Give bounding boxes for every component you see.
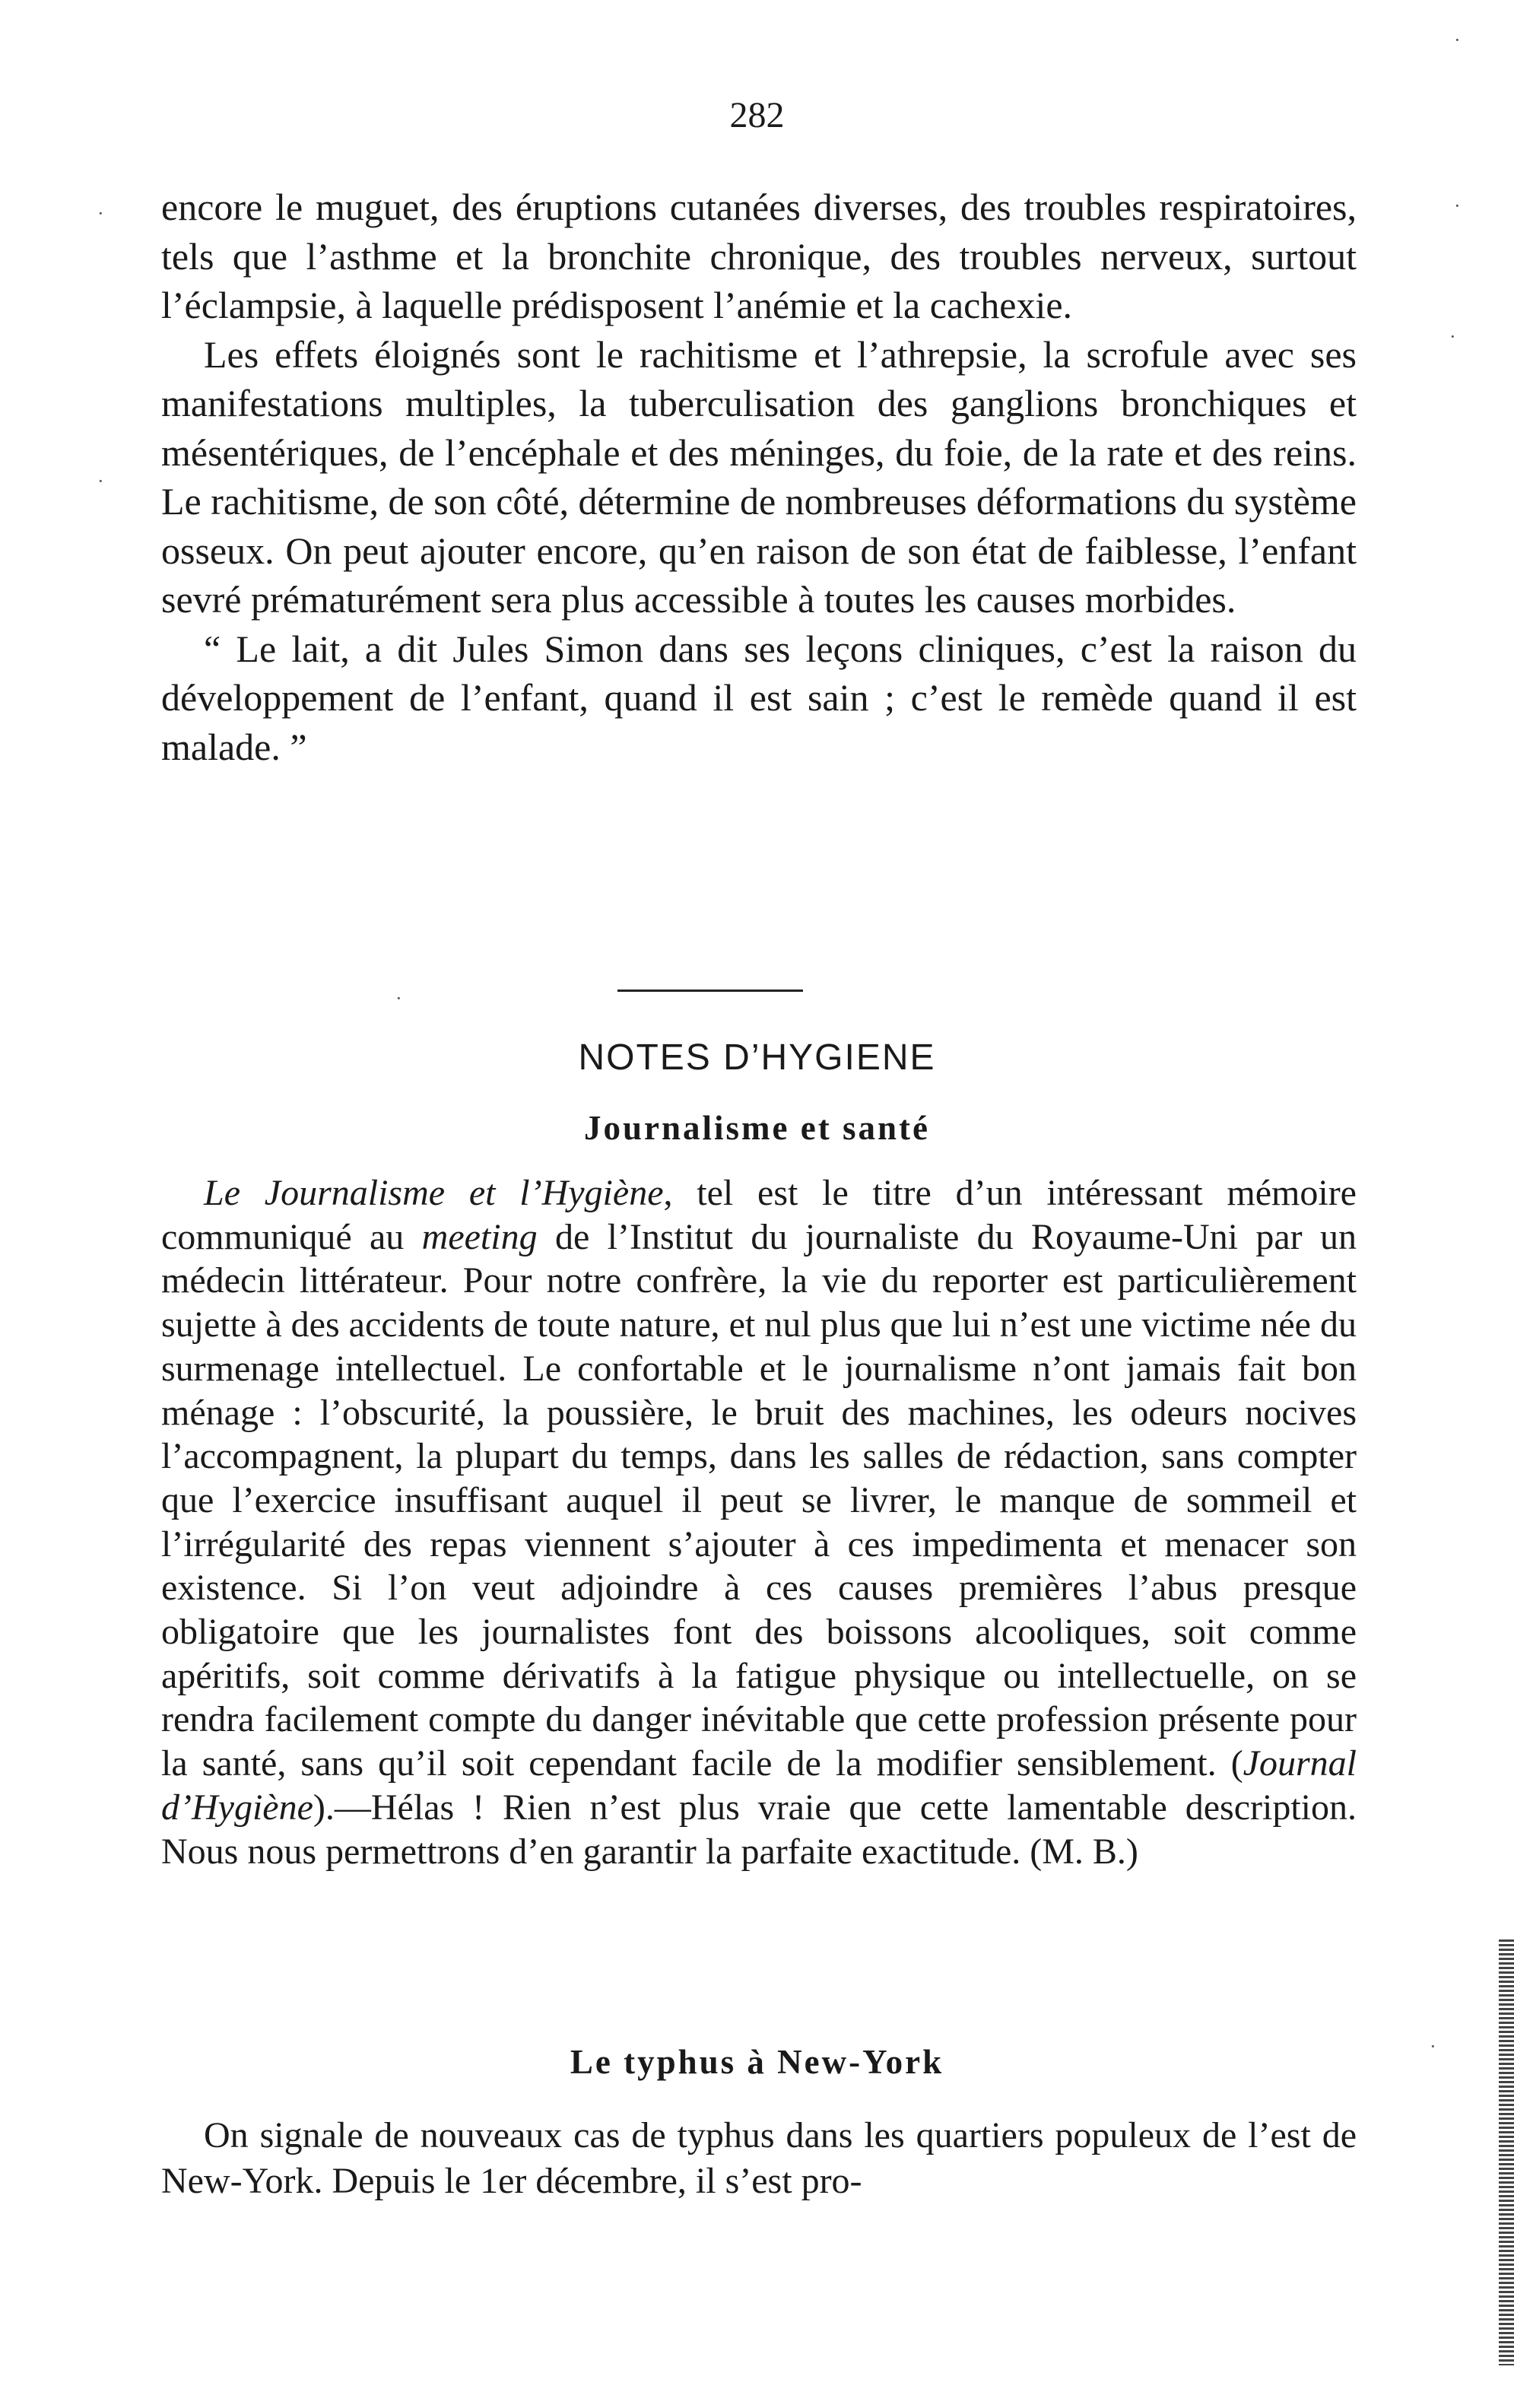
article-title-journalisme: Journalisme et santé [584,1109,930,1147]
paragraph-symptoms: encore le muguet, des éruptions cutanées diverses, des troubles respiratoires, tels que l’asthme et la bronchite chronique, des troubles nerveux, surtout l’éclampsie, à laquelle prédisposent l’anémie et la cachexie. [161,186,1357,326]
margin-dot: · [1449,326,1456,348]
text-segment: de l’Institut du journaliste du Royaume-Uni par un médecin littérateur. Pour notre confrère, la vie du reporter est particulièrement sujette à des accidents de toute nature, et nul plus que lui n’est une victime née du surmenage intellectuel. Le confortable et le journalisme n’ont jamais fait bon ménage : l’obscurité, la poussière, le bruit des machines, les odeurs nocives l’accompagnent, la plupart du temps, dans les salles de rédaction, sans compter que l’exercice insuffisant auquel il peut se livrer, le manque de sommeil et l’irrégularité des repas viennent s’ajouter à ces impedimenta et menacer son existence. Si l’on veut adjoindre à ces causes premières l’abus presque obligatoire que les journalistes font des boissons alcooliques, soit comme apéritifs, soit comme dérivatifs à la fatigue physique ou intellectuelle, on se rendra facilement compte du danger inévitable que cette profession présente pour la santé, sans qu’il soit cependant facile de la modifier sensiblement. ( [161,1216,1357,1784]
paragraph-jules-simon-quote: “ Le lait, a dit Jules Simon dans ses leçons cliniques, c’est la raison du développement de l’enfant, quand il est sain ; c’est le remède quand il est malade. ” [161,627,1357,768]
margin-dot: · [1454,29,1461,51]
page-number: 282 [729,95,785,135]
italic-source: Journal d’Hygiène [161,1743,1357,1828]
article-typhus-body [161,2113,1357,2204]
margin-dot: · [1430,2035,1436,2057]
margin-dot: · [97,470,104,492]
article-journalisme-body [161,1171,1357,1873]
italic-title: Le Journalisme et l’Hygiène [204,1173,664,1213]
margin-dot: · [1454,195,1461,217]
italic-meeting: meeting [421,1216,538,1257]
top-text-block [161,183,1357,771]
margin-dot: · [395,987,402,1009]
section-heading: NOTES D’HYGIENE [578,1037,936,1078]
paragraph-distant-effects: Les effets éloignés sont le rachitisme et l’athrepsie, la scrofule avec ses manifestations multiples, la tuberculisation des ganglions bronchiques et mésentériques, de l’encéphale et des méninges, du foie, de la rate et des reins. Le rachitisme, de son côté, détermine de nombreuses déformations du système osseux. On peut ajouter encore, qu’en raison de son état de faiblesse, l’enfant sevré prématurément sera plus accessible à toutes les causes morbides. [161,332,1357,621]
text-segment: ).—Hélas ! Rien n’est plus vraie que cette lamentable description. Nous nous permettrons d’en garantir la parfaite exactitude. (M. B.) [161,1787,1357,1872]
paragraph-typhus: On signale de nouveaux cas de typhus dans les quartiers populeux de l’est de New-York. Depuis le 1er décembre, il s’est pro- [161,2115,1357,2201]
text-segment: , tel est le titre d’un intéressant mémoire communiqué au [161,1173,1357,1257]
section-divider [617,990,803,992]
article-title-typhus: Le typhus à New-York [570,2043,944,2081]
binding-edge-marks [1499,1939,1514,2365]
margin-dot: · [97,202,104,224]
paragraph-journalisme [161,1171,1357,1873]
